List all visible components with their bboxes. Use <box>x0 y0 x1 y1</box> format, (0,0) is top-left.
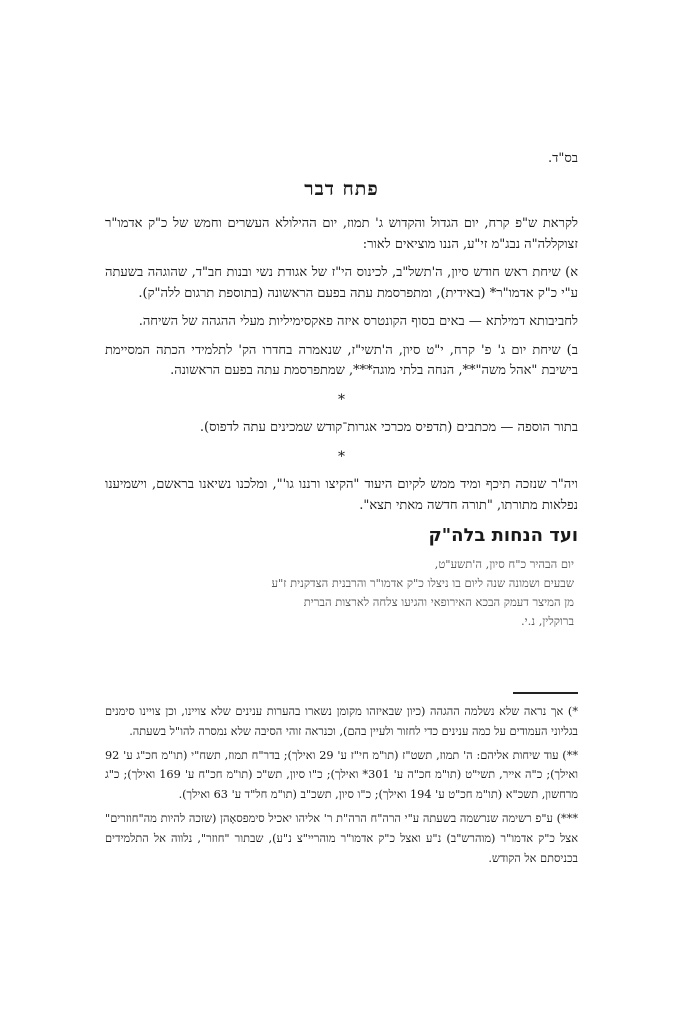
facsimile-paragraph: לחביבותא דמילתא — באים בסוף הקונטרס איזה פאקסימיליות מעלי ההגהה של השיחה. <box>138 314 578 329</box>
signoff-block <box>105 555 574 631</box>
item-b-paragraph: ב) שיחת יום ג' פ' קרח, י"ט סיון, ה'תשי"ז, שנאמרה בחדרו הק' לתלמידי הכתה המסיימת בישיבת "אהל משה"**, הנחה בלתי מוגה***, שמתפרסמת עתה בפעם הראשונה. <box>105 342 578 378</box>
footnote-divider <box>513 692 578 694</box>
blessing-paragraph: ויה"ר שנזכה תיכף ומיד ממש לקיום היעוד "הקיצו ורננו גו'", ומלכנו נשיאנו בראשם, וישמיענו נפלאות מתורתו, "תורה חדשה מאתי תצא". <box>105 477 578 513</box>
intro-paragraph: לקראת ש"פ קרח, יום הגדול והקדוש ג' תמוז, יום ההילולא העשרים וחמש של כ"ק אדמו"ר זצוקללה"ה נבג"מ זי"ע, הננו מוציאים לאור: <box>105 216 578 252</box>
signoff-line: יום הבהיר כ"ח סיון, ה'תשע"ט, <box>434 556 574 571</box>
item-a-paragraph: א) שיחת ראש חודש סיון, ה'תשל"ב, לכינוס הי"ז של אגודת נשי ובנות חב"ד, שהוגהה בשעתה ע"י כ"ק אדמו"ר* (באידית), ומתפרסמת עתה בפעם הראשונה (בתוספת תרגום ללה"ק). <box>105 265 578 301</box>
separator-star-1: * <box>338 391 345 408</box>
footnote-2: **) עוד שיחות אליהם: ה' תמוז, תשט"ז (תו"מ חי"ז ע' 29 ואילך); בדר"ח תמוז, תשח"י (תו"מ חכ"ג ע' 92 ואילך); כ"ה אייר, תשי"ט (תו"מ חכ"ה ע' 301* ואילך); כ"ו סיון, תש"כ (תו"מ חכ"ח ע' 169 ואילך); כ"ג מרחשון, תשכ"א (תו"מ חכ"ט ע' 194 ואילך); כ"ו סיון, תשכ"ב (תו"מ חל"ד ע' 63 ואילך). <box>105 748 579 802</box>
main-text <box>105 214 578 631</box>
bsd-header: בס"ד. <box>547 151 578 166</box>
separator-star-2: * <box>338 448 345 465</box>
footnotes <box>105 702 578 872</box>
footnote-1: *) אך נראה שלא נשלמה ההגהה (כיון שבאיזהו מקומן נשארו בהערות ענינים שלא צויינו, וכן צויינו סימנים בגליוני העמודים על כמה ענינים כדי לחזור ולעיין בהם), וכנראה זוהי הסיבה שלא נמסרה להו"ל בשעתה. <box>105 705 578 738</box>
page-title: פתח דבר <box>304 178 379 200</box>
supplement-paragraph: בתור הוספה — מכתבים (תדפיס מכרכי אגרות־קודש שמכינים עתה לדפוס). <box>199 420 578 435</box>
signoff-line: מן המיצר דעמק הבכא האירופאי והגיעו צלחה לארצות הברית <box>303 594 574 609</box>
signoff-line: שבעים ושמונה שנה ליום בו ניצלו כ"ק אדמו"ר והרבנית הצדקנית ז"ע <box>271 575 574 590</box>
footnote-3: ***) ע"פ רשימה שנרשמה בשעתה ע"י הרה"ח הרה"ת ר' אליהו יאכיל סימפסאָהן (שזכה להיות מה"חוזרים" אצל כ"ק אדמו"ר (מוהרש"ב) נ"ע ואצל כ"ק אדמו"ר מוהריי"צ נ"ע), שבתור "חוזר", נלווה אל התלמידים בכניסתם אל הקודש. <box>105 811 578 865</box>
committee-signature: ועד הנחות בלה"ק <box>428 525 578 546</box>
signoff-line: ברוקלין, נ.י. <box>521 613 574 628</box>
